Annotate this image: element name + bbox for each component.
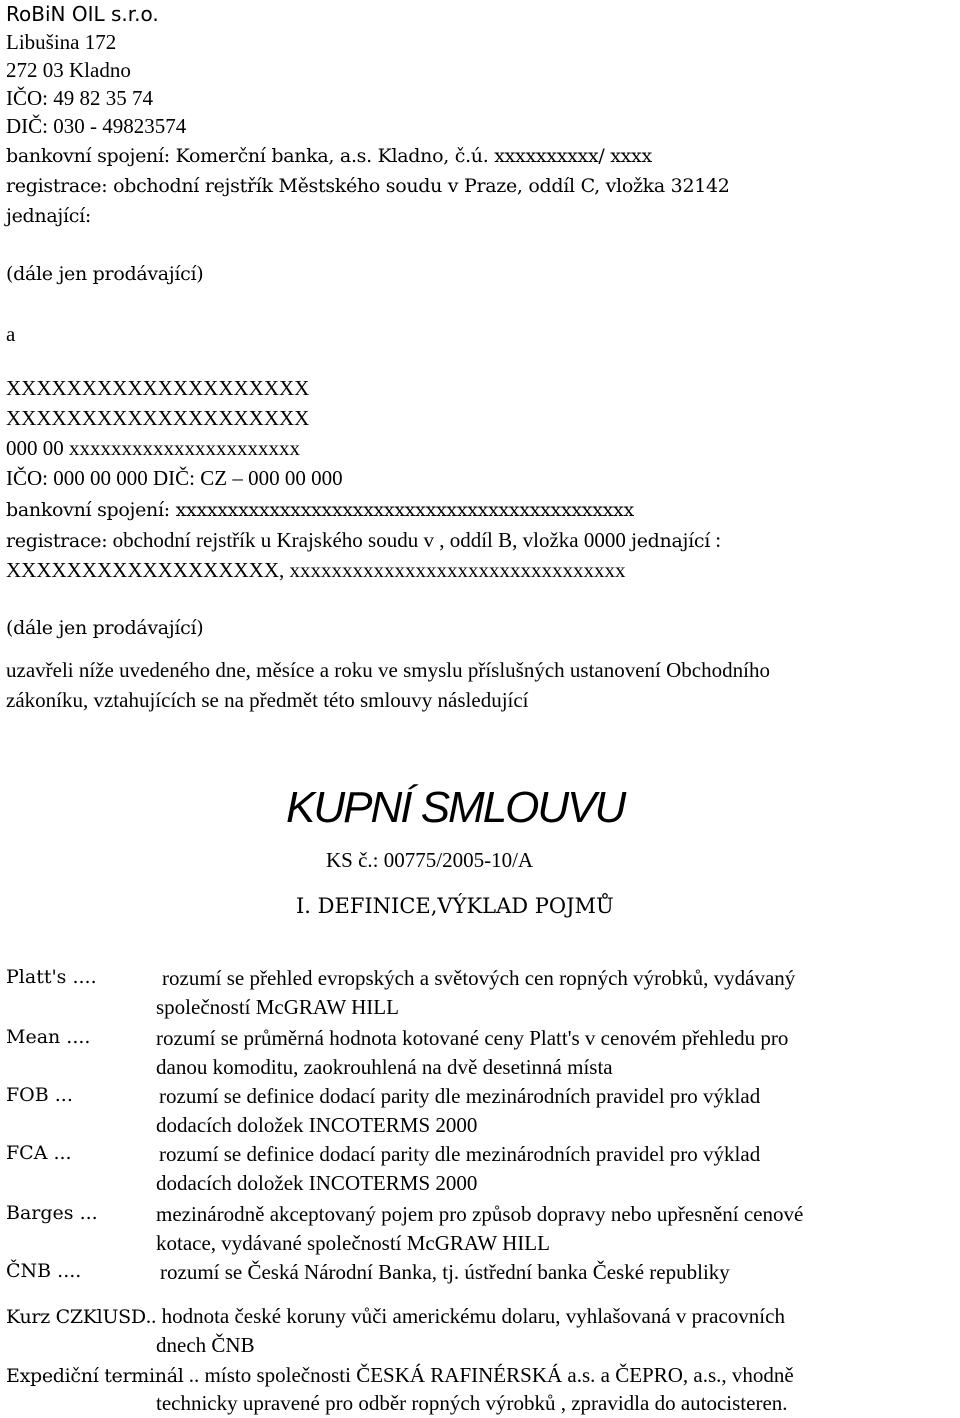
definition-line: dodacích doložek INCOTERMS 2000 [156,1113,478,1137]
buyer-acting-label: jednající [631,530,710,552]
definition-term: Barges ... [6,1202,98,1224]
kurz-line1: .. hodnota české koruny vůči americkému dolaru, vyhlašovaná v pracovních [145,1304,785,1328]
terminal-definition [6,1361,794,1390]
seller-ico: IČO: 49 82 35 74 [6,86,153,110]
buyer-registration [6,526,721,555]
definition-text [156,1258,730,1287]
buyer-name-line2: XXXXXXXXXXXXXXXXXXXX [6,406,310,430]
kurz-line2: dnech ČNB [156,1333,255,1357]
buyer-address: 000 00 xxxxxxxxxxxxxxxxxxxxxx [6,436,300,460]
intro-line2: zákoníku, vztahujících se na předmět této smlouvy následující [6,688,529,712]
definition-line: rozumí se definice dodací parity dle mezinárodních pravidel pro výklad [159,1084,761,1108]
definition-term: ČNB .... [6,1260,82,1282]
seller-registration: registrace: obchodní rejstřík Městského soudu v Praze, oddíl C, vložka 32142 [6,175,730,197]
definition-line: rozumí se definice dodací parity dle mezinárodních pravidel pro výklad [159,1142,761,1166]
definition-line: dodacích doložek INCOTERMS 2000 [156,1171,478,1195]
buyer-bank: bankovní spojení: xxxxxxxxxxxxxxxxxxxxxxxxxxxxxxxxxxxxxxxxxxxx [6,499,634,521]
definition-line: kotace, vydávané společností McGRAW HILL [156,1231,550,1255]
buyer-acting [6,556,625,584]
definition-line: rozumí se průměrná hodnota kotované ceny Platt's v cenovém přehledu pro [156,1026,789,1050]
kurz-definition [6,1302,785,1331]
seller-street: Libušina 172 [6,30,117,54]
definition-term: FCA ... [6,1142,72,1164]
definition-text [156,1140,760,1198]
terminal-line2: technicky upravené pro odběr ropných výrobků , zpravidla do autocisteren. [156,1391,788,1415]
buyer-acting-rest: , xxxxxxxxxxxxxxxxxxxxxxxxxxxxxxxx [278,558,626,582]
terminal-term: Expediční terminál [6,1365,184,1387]
definition-line: rozumí se přehled evropských a světových cen ropných výrobků, vydávaný [162,966,796,990]
contract-title: KUPNÍ SMLOUVU [286,783,625,832]
contract-number: KS č.: 00775/2005-10/A [326,848,534,872]
connector-a: a [6,322,16,346]
definition-line: společností McGRAW HILL [156,995,399,1019]
seller-dic: DIČ: 030 - 49823574 [6,114,187,138]
definition-term: Mean .... [6,1026,91,1048]
definition-line: danou komoditu, zaokrouhlená na dvě desetinná místa [156,1055,613,1079]
section-heading: I. DEFINICE,VÝKLAD POJMŮ [296,894,614,918]
definition-line: rozumí se Česká Národní Banka, tj. ústřední banka České republiky [160,1260,730,1284]
buyer-acting-suffix: : [710,528,722,552]
buyer-name-line1: XXXXXXXXXXXXXXXXXXXX [6,376,310,400]
definition-text [156,964,795,1022]
buyer-ids: IČO: 000 00 000 DIČ: CZ – 000 00 000 [6,466,343,490]
seller-acting: jednající: [6,205,91,227]
definition-term: Platt's .... [6,966,97,988]
definition-text [156,1082,760,1140]
seller-city: 272 03 Kladno [6,58,131,82]
buyer-registration-label: registrace: [6,530,108,552]
buyer-role: (dále jen prodávající) [6,617,204,639]
definition-text [156,1200,803,1258]
buyer-acting-name: XXXXXXXXXXXXXXXXXX [6,558,279,582]
definition-line: mezinárodně akceptovaný pojem pro způsob dopravy nebo upřesnění cenové [156,1202,804,1226]
intro-line1: uzavřeli níže uvedeného dne, měsíce a roku ve smyslu příslušných ustanovení Obchodního [6,658,770,682]
kurz-term: Kurz CZKlUSD [6,1306,146,1328]
seller-bank: bankovní spojení: Komerční banka, a.s. Kladno, č.ú. xxxxxxxxxx/ xxxx [6,145,652,167]
terminal-line1: .. místo společnosti ČESKÁ RAFINÉRSKÁ a.s. a ČEPRO, a.s., vhodně [183,1363,794,1387]
seller-name: RoBiN OIL s.r.o. [6,2,159,26]
seller-role: (dále jen prodávající) [6,263,204,285]
definition-term: FOB ... [6,1084,73,1106]
definition-text [156,1024,788,1082]
buyer-registration-text: obchodní rejstřík u Krajského soudu v , oddíl B, vložka 0000 [107,528,632,552]
